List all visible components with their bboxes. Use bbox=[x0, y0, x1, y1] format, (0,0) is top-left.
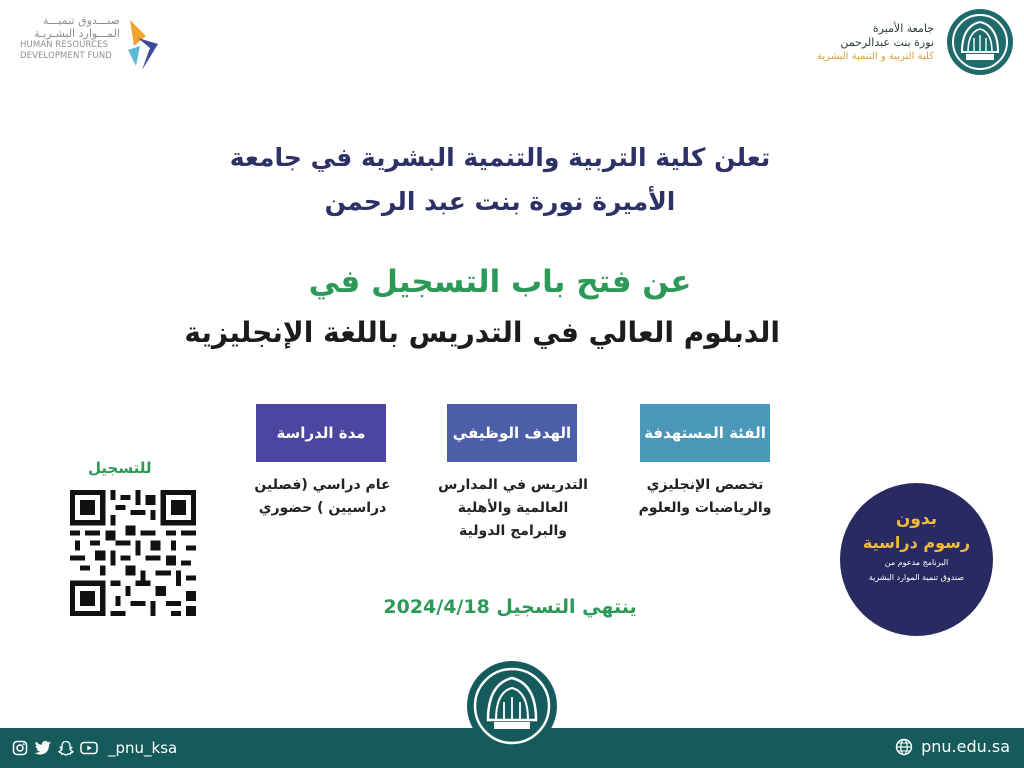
registration-deadline: ينتهي التسجيل 2024/4/18 bbox=[383, 596, 637, 618]
headline-line1: تعلن كلية التربية والتنمية البشرية في جامعة bbox=[229, 143, 771, 172]
globe-icon bbox=[895, 738, 913, 756]
twitter-icon[interactable] bbox=[34, 740, 52, 756]
instagram-icon[interactable] bbox=[12, 740, 28, 756]
career-goal-body: التدريس في المدارس العالمية والأهلية والبرامج الدولية bbox=[438, 477, 588, 539]
fee-badge-line2: رسوم دراسية bbox=[862, 533, 971, 552]
university-logo bbox=[794, 8, 1014, 80]
headline-registration-open: عن فتح باب التسجيل في bbox=[308, 264, 692, 300]
pnu-emblem-icon bbox=[946, 8, 1014, 76]
fee-badge-line1: بدون bbox=[895, 509, 938, 529]
hrdf-logo bbox=[20, 14, 170, 78]
fee-badge-note2: صندوق تنمية الموارد البشرية bbox=[868, 573, 965, 582]
social-links bbox=[12, 739, 177, 757]
hrdf-arabic-line2: المـــوارد البشـريـة bbox=[34, 27, 120, 40]
website-url[interactable]: pnu.edu.sa bbox=[921, 737, 1010, 756]
target-group-body: تخصص الإنجليزي والرياضيات والعلوم bbox=[638, 477, 772, 516]
hrdf-arabic-line1: صنـــدوق تنميـــة bbox=[42, 14, 120, 27]
fee-badge-note1: البرنامج مدعوم من bbox=[884, 558, 949, 567]
program-title: الدبلوم العالي في التدريس باللغة الإنجليزية bbox=[184, 316, 780, 349]
hrdf-logo-icon bbox=[124, 16, 162, 72]
university-name-line2: نورة بنت عبدالرحمن bbox=[840, 36, 934, 49]
hrdf-english-line2: DEVELOPMENT FUND bbox=[20, 51, 112, 61]
career-goal-header: الهدف الوظيفي bbox=[447, 404, 577, 462]
youtube-icon[interactable] bbox=[80, 741, 98, 755]
college-name: كلية التربية و التنمية البشرية bbox=[817, 51, 934, 62]
pnu-emblem-icon bbox=[466, 660, 558, 752]
university-name-line1: جامعة الأميرة bbox=[872, 22, 934, 35]
qr-code-icon[interactable] bbox=[70, 490, 196, 616]
hrdf-english-line1: HUMAN RESOURCES bbox=[20, 40, 109, 50]
snapchat-icon[interactable] bbox=[58, 740, 74, 756]
fee-badge bbox=[840, 483, 993, 636]
website-link[interactable] bbox=[895, 737, 1010, 756]
social-handle[interactable]: _pnu_ksa bbox=[108, 739, 178, 757]
headline-line2: الأميرة نورة بنت عبد الرحمن bbox=[324, 187, 676, 216]
registration-label: للتسجيل bbox=[88, 459, 152, 477]
target-group-header: الفئة المستهدفة bbox=[640, 404, 770, 462]
study-duration-header: مدة الدراسة bbox=[256, 404, 386, 462]
study-duration-body: عام دراسي (فصلين دراسيين ) حضوري bbox=[254, 477, 391, 516]
